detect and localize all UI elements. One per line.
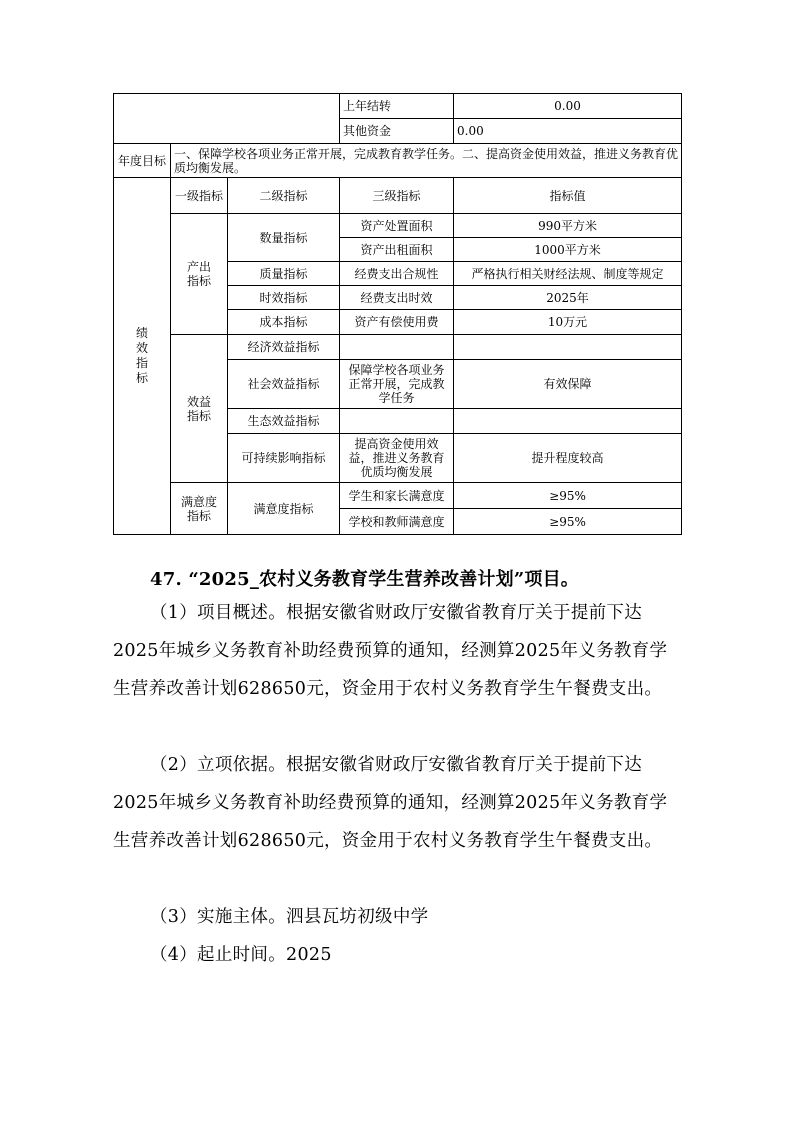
performance-table xyxy=(113,93,682,535)
annual-goal-text: 一、保障学校各项业务正常开展，完成教育教学任务。二、提高资金使用效益，推进义务教育优质均衡发展。 xyxy=(171,144,682,178)
eco-value-empty xyxy=(454,409,682,434)
benefit-text: 效益指标 xyxy=(186,394,211,423)
carry-over-label: 上年结转 xyxy=(340,94,454,119)
header-level1: 一级指标 xyxy=(171,178,228,214)
social-l3: 保障学校各项业务正常开展，完成教学任务 xyxy=(340,360,454,409)
economic-l3-empty xyxy=(340,335,454,360)
other-funds-label: 其他资金 xyxy=(340,119,454,144)
asset-disposal-value: 990平方米 xyxy=(454,214,682,238)
parent-value: ≥95% xyxy=(454,483,682,509)
annual-goal-label: 年度目标 xyxy=(114,144,171,178)
paragraph-overview xyxy=(113,594,681,708)
expense-time-value: 2025年 xyxy=(454,286,682,310)
benefit-label xyxy=(171,335,228,483)
overview-text: （1）项目概述。根据安徽省财政厅安徽省教育厅关于提前下达2025年城乡义务教育补助经费预算的通知，经测算2025年义务教育学生营养改善计划628650元，资金用于农村义务教育学生午餐费支出。 xyxy=(113,603,668,699)
quantity-label: 数量指标 xyxy=(228,214,340,262)
parent-label: 学生和家长满意度 xyxy=(340,483,454,509)
satisfaction-l1 xyxy=(171,483,228,535)
asset-disposal-label: 资产处置面积 xyxy=(340,214,454,238)
satisfaction-l2: 满意度指标 xyxy=(228,483,340,535)
paid-use-value: 10万元 xyxy=(454,310,682,335)
sustain-l3: 提高资金使用效益，推进义务教育优质均衡发展 xyxy=(340,434,454,483)
asset-rent-label: 资产出租面积 xyxy=(340,238,454,262)
other-funds-value: 0.00 xyxy=(454,119,682,144)
eco-l3-empty xyxy=(340,409,454,434)
table-row xyxy=(114,214,682,238)
perf-indicator-text: 绩效指标 xyxy=(135,326,148,385)
expense-time-label: 经费支出时效 xyxy=(340,286,454,310)
sustain-value: 提升程度较高 xyxy=(454,434,682,483)
timeliness-label: 时效指标 xyxy=(228,286,340,310)
paid-use-label: 资产有偿使用费 xyxy=(340,310,454,335)
table-row xyxy=(114,178,682,214)
table-row xyxy=(114,335,682,360)
eco-label: 生态效益指标 xyxy=(228,409,340,434)
perf-indicator-label xyxy=(114,178,171,535)
table-row xyxy=(114,144,682,178)
teacher-label: 学校和教师满意度 xyxy=(340,509,454,535)
header-level3: 三级指标 xyxy=(340,178,454,214)
teacher-value: ≥95% xyxy=(454,509,682,535)
basis-text: （2）立项依据。根据安徽省财政厅安徽省教育厅关于提前下达2025年城乡义务教育补助经费预算的通知，经测算2025年义务教育学生营养改善计划628650元，资金用于农村义务教育学生午餐费支出。 xyxy=(113,755,668,851)
social-label: 社会效益指标 xyxy=(228,360,340,409)
asset-rent-value: 1000平方米 xyxy=(454,238,682,262)
economic-value-empty xyxy=(454,335,682,360)
implementer-text: （3）实施主体。泗县瓦坊初级中学 xyxy=(150,907,429,927)
satisfaction-l1-text: 满意度指标 xyxy=(180,494,217,523)
carry-over-value: 0.00 xyxy=(454,94,682,119)
table-row xyxy=(114,483,682,509)
output-label xyxy=(171,214,228,335)
compliance-value: 严格执行相关财经法规、制度等规定 xyxy=(454,262,682,286)
social-value: 有效保障 xyxy=(454,360,682,409)
header-value: 指标值 xyxy=(454,178,682,214)
section-heading: 47. “2025_农村义务教育学生营养改善计划”项目。 xyxy=(150,569,579,590)
fund-blank-cell xyxy=(114,94,340,144)
sustain-label: 可持续影响指标 xyxy=(228,434,340,483)
compliance-label: 经费支出合规性 xyxy=(340,262,454,286)
economic-label: 经济效益指标 xyxy=(228,335,340,360)
table-row xyxy=(114,94,682,119)
paragraph-period xyxy=(113,936,681,974)
cost-label: 成本指标 xyxy=(228,310,340,335)
output-text: 产出指标 xyxy=(186,260,211,288)
period-text: （4）起止时间。2025 xyxy=(150,945,332,965)
paragraph-basis xyxy=(113,746,681,860)
quality-label: 质量指标 xyxy=(228,262,340,286)
paragraph-implementer xyxy=(113,898,681,936)
header-level2: 二级指标 xyxy=(228,178,340,214)
